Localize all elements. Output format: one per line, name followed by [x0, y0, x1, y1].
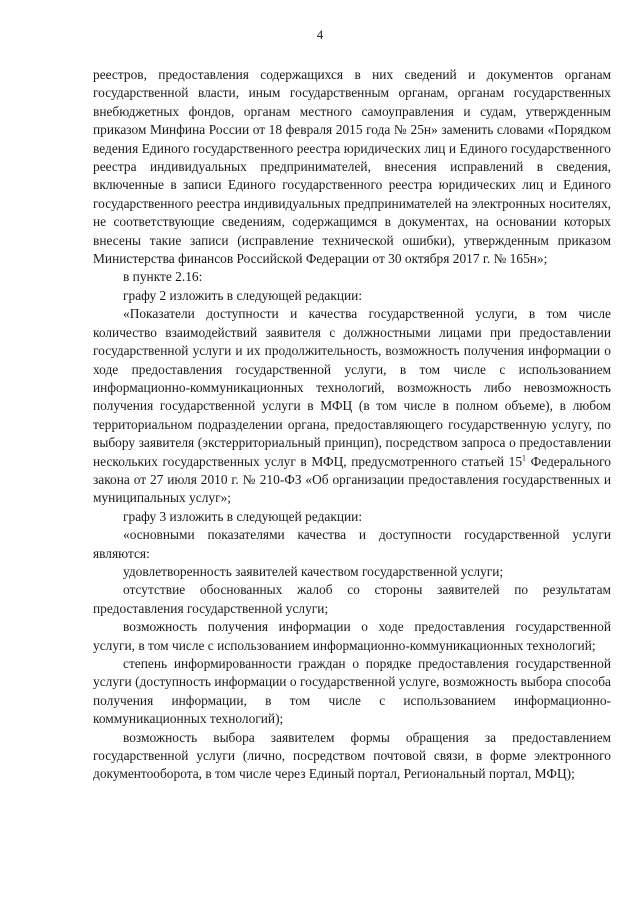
document-body: [93, 66, 611, 784]
paragraph-quote-column-2: [93, 305, 611, 507]
paragraph-item-2-16: в пункте 2.16:: [123, 269, 203, 285]
superscript: 1: [522, 453, 527, 463]
list-item-complaints: отсутствие обоснованных жалоб со стороны заявителей по результатам предоставления государственной услуги;: [93, 582, 611, 616]
list-item-awareness: степень информированности граждан о порядке предоставления государственной услуги (доступность информации о государственной услуге, возможность выбора способа получения информации, в том числе с использованием информационно-коммуникационных технологий);: [93, 656, 611, 727]
paragraph-quote-column-3: «основными показателями качества и доступности государственной услуги являются:: [93, 527, 611, 561]
list-item-request-form: возможность выбора заявителем формы обращения за предоставлением государственной услуги (лично, посредством почтовой связи, в форме электронного документооборота, в том числе через Единый портал, Региональный портал, МФЦ);: [93, 729, 611, 782]
quote-text-before-sup: «Показатели доступности и качества государственной услуги, в том числе количество взаимодействий заявителя с должностными лицами при предоставлении государственной услуги и их продолжительность, возможность получения информации о ходе предоставления государственной услуги, в том числе с использованием информационно-коммуникационных технологий, возможность либо невозможность получения государственной услуги в МФЦ (в том числе в полном объеме), в любом территориальном подразделении органа, предоставляющего государственную услугу, по выбору заявителя (экстерриториальный принцип), посредством запроса о предоставлении нескольких государственных услуг в МФЦ, предусмотренного статьей 15: [93, 306, 611, 469]
list-item-satisfaction: удовлетворенность заявителей качеством государственной услуги;: [123, 563, 504, 579]
page-number: 4: [316, 27, 324, 42]
paragraph-column-2: графу 2 изложить в следующей редакции:: [123, 287, 363, 303]
paragraph-continuation: реестров, предоставления содержащихся в них сведений и документов органам государственной власти, иным государственным органам, органам государственных внебюджетных фондов, органам местного самоуправления и судам, утвержденным приказом Минфина России от 18 февраля 2015 года № 25н» заменить словами «Порядком ведения Единого государственного реестра юридических лиц и Единого государственного реестра индивидуальных предпринимателей, внесения исправлений в сведения, включенные в записи Единого государственного реестра юридических лиц и Единого государственного реестра индивидуальных предпринимателей на электронных носителях, не соответствующие сведениям, содержащимся в документах, на основании которых внесены такие записи (исправление технической ошибки), утвержденным приказом Министерства финансов Российской Федерации от 30 октября 2017 г. № 165н»;: [93, 67, 611, 267]
quote-text-after-sup: Федерального закона от 27 июля 2010 г. № 210-ФЗ «Об организации предоставления государственных и муниципальных услуг»;: [93, 453, 611, 506]
paragraph-column-3: графу 3 изложить в следующей редакции:: [123, 508, 363, 524]
list-item-status-info: возможность получения информации о ходе предоставления государственной услуги, в том числе с использованием информационно-коммуникационных технологий;: [93, 619, 611, 653]
